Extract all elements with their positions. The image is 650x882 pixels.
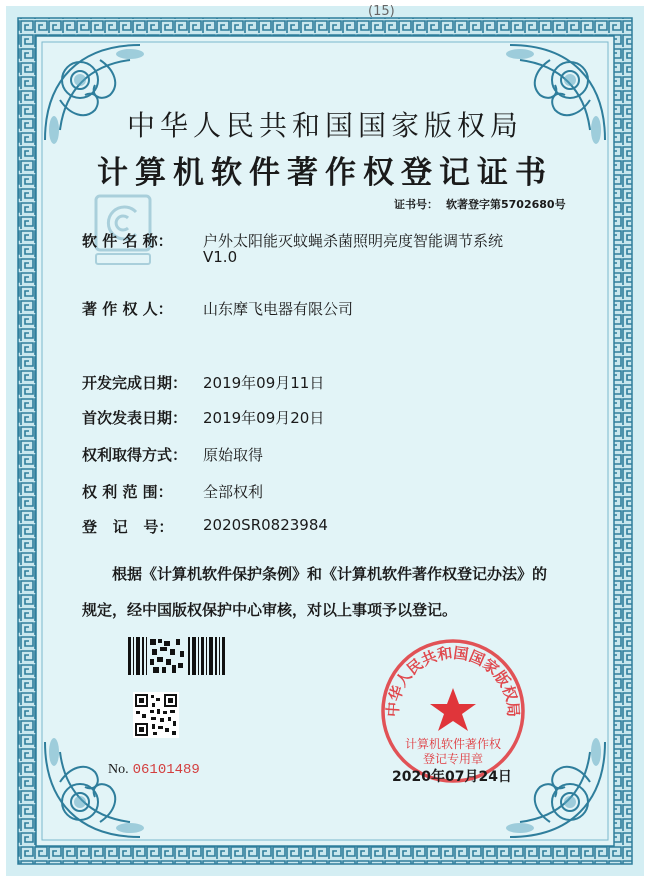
field-value-acquisition-method: 原始取得 <box>203 446 264 464</box>
field-label-acquisition-method: 权利取得方式： <box>82 446 188 464</box>
certificate-number-value: 软著登字第5702680号 <box>446 198 566 211</box>
field-label-completion-date: 开发完成日期： <box>82 374 188 392</box>
field-value-registration-number: 2020SR0823984 <box>203 516 328 534</box>
field-label-software-name: 软 件 名 称： <box>82 232 173 250</box>
certificate-number <box>394 196 574 212</box>
corner-ornament-bottom-left-icon <box>40 732 170 842</box>
qr-code-icon <box>133 692 179 738</box>
serial-number <box>108 762 200 778</box>
field-label-copyright-owner: 著 作 权 人： <box>82 300 173 318</box>
serial-prefix: No. <box>108 762 129 777</box>
statement-line-1: 根据《计算机软件保护条例》和《计算机软件著作权登记办法》的 <box>112 565 548 583</box>
official-red-seal <box>378 636 528 786</box>
field-value-software-name: 户外太阳能灭蚊蝇杀菌照明亮度智能调节系统 <box>203 232 504 250</box>
seal-ring-text: 中华人民共和国国家版权局 <box>383 643 523 718</box>
seal-line-2: 登记专用章 <box>422 752 484 766</box>
certificate-number-label: 证书号： <box>394 198 438 211</box>
statement-line-2: 规定，经中国版权保护中心审核，对以上事项予以登记。 <box>82 601 458 619</box>
seal-star-icon <box>430 688 476 731</box>
serial-number-value: 06101489 <box>132 762 200 778</box>
field-label-registration-number: 登 记 号： <box>82 518 174 536</box>
seal-line-1: 计算机软件著作权 <box>404 737 502 751</box>
certificate-title: 计算机软件著作权登记证书 <box>97 155 553 191</box>
field-value-software-version: V1.0 <box>203 248 238 266</box>
barcode-icon <box>128 637 228 675</box>
field-label-publication-date: 首次发表日期： <box>82 409 188 427</box>
field-value-copyright-owner: 山东摩飞电器有限公司 <box>203 300 354 318</box>
field-value-completion-date: 2019年09月11日 <box>203 374 325 392</box>
field-label-rights-scope: 权 利 范 围： <box>82 483 173 501</box>
field-value-rights-scope: 全部权利 <box>203 483 264 501</box>
issue-date: 2020年07月24日 <box>392 769 512 785</box>
issuing-authority: 中华人民共和国国家版权局 <box>126 109 523 142</box>
field-value-publication-date: 2019年09月20日 <box>203 409 325 427</box>
handwritten-mark: (15) <box>368 4 395 19</box>
